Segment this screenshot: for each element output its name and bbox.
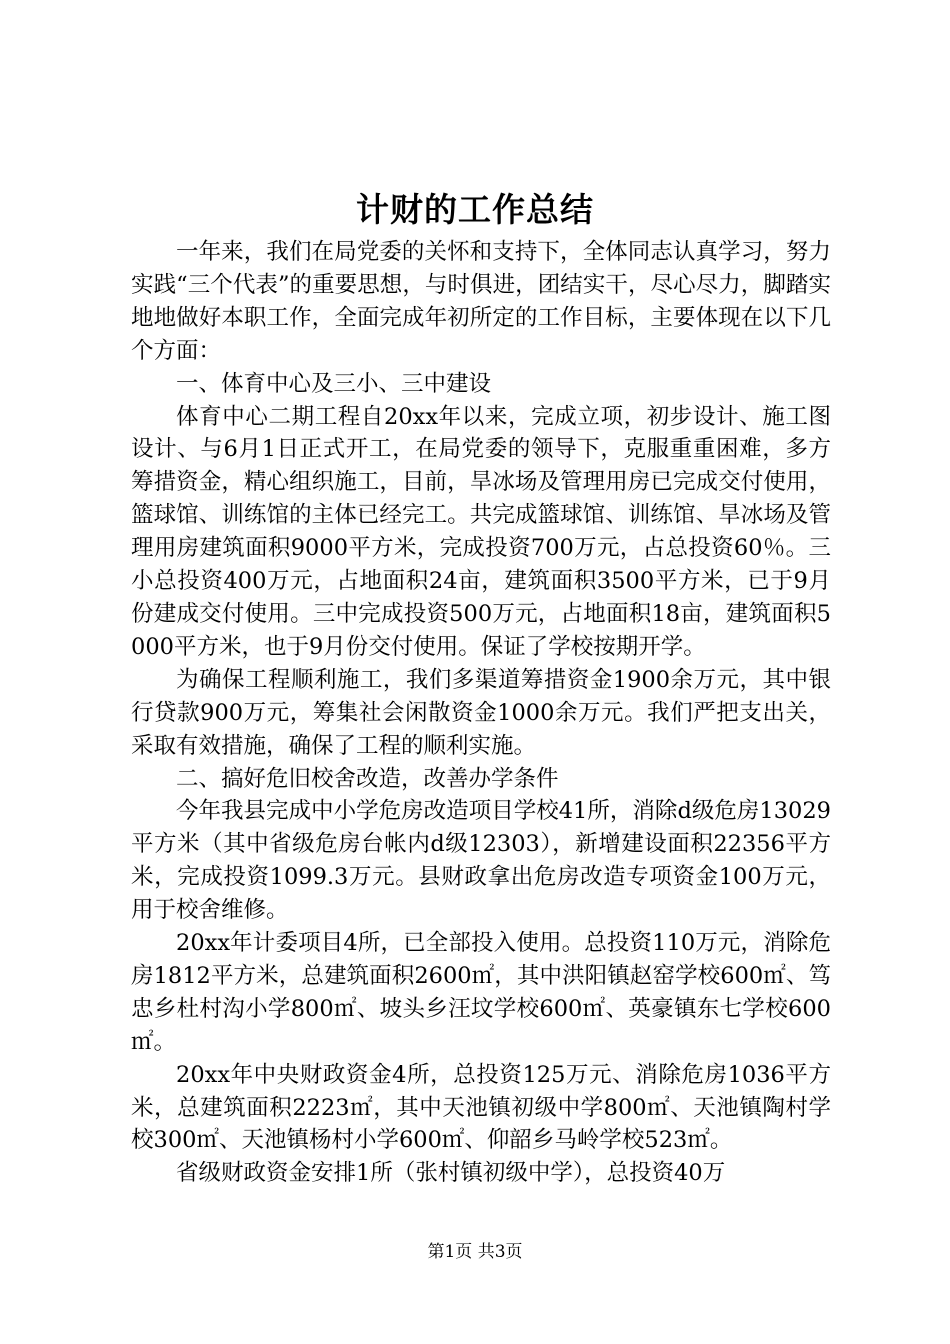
paragraph-intro: 一年来，我们在局党委的关怀和支持下，全体同志认真学习，努力实践“三个代表”的重要思想，与时俱进，团结实干，尽心尽力，脚踏实地地做好本职工作，全面完成年初所定的工作目标，主要体现在以下几个方面： xyxy=(131,239,831,364)
paragraph-planning-projects: 20xx年计委项目4所，已全部投入使用。总投资110万元，消除危房1812平方米，总建筑面积2600㎡，其中洪阳镇赵窑学校600㎡、笃忠乡杜村沟小学800㎡、坡头乡汪坟学校600㎡、英豪镇东七学校600㎡。 xyxy=(131,930,831,1055)
paragraph-funding: 为确保工程顺利施工，我们多渠道筹措资金1900余万元，其中银行贷款900万元，筹集社会闲散资金1000余万元。我们严把支出关，采取有效措施，确保了工程的顺利实施。 xyxy=(131,666,831,759)
document-body xyxy=(131,236,831,1190)
document-title: 计财的工作总结 xyxy=(356,190,594,229)
section-heading-2: 二、搞好危旧校舍改造，改善办学条件 xyxy=(176,765,559,792)
paragraph-central-funds: 20xx年中央财政资金4所，总投资125万元、消除危房1036平方米，总建筑面积2223㎡，其中天池镇初级中学800㎡、天池镇陶村学校300㎡、天池镇杨村小学600㎡、仰韶乡马岭学校523㎡。 xyxy=(131,1061,831,1154)
page-footer: 第1页 共3页 xyxy=(427,1242,523,1262)
paragraph-dangerous-buildings: 今年我县完成中小学危房改造项目学校41所，消除d级危房13029平方米（其中省级危房台帐内d级12303），新增建设面积22356平方米，完成投资1099.3万元。县财政拿出危房改造专项资金100万元，用于校舍维修。 xyxy=(131,798,831,924)
paragraph-provincial-funds: 省级财政资金安排1所（张村镇初级中学），总投资40万 xyxy=(176,1160,726,1187)
section-heading-1: 一、体育中心及三小、三中建设 xyxy=(176,370,492,397)
paragraph-sports-center: 体育中心二期工程自20xx年以来，完成立项，初步设计、施工图设计、与6月1日正式开工，在局党委的领导下，克服重重困难，多方筹措资金，精心组织施工，目前，旱冰场及管理用房已完成交付使用，篮球馆、训练馆的主体已经完工。共完成篮球馆、训练馆、旱冰场及管理用房建筑面积9000平方米，完成投资700万元，占总投资60％。三小总投资400万元，占地面积24亩，建筑面积3500平方米，已于9月份建成交付使用。三中完成投资500万元，占地面积18亩，建筑面积5000平方米，也于9月份交付使用。保证了学校按期开学。 xyxy=(131,403,831,660)
